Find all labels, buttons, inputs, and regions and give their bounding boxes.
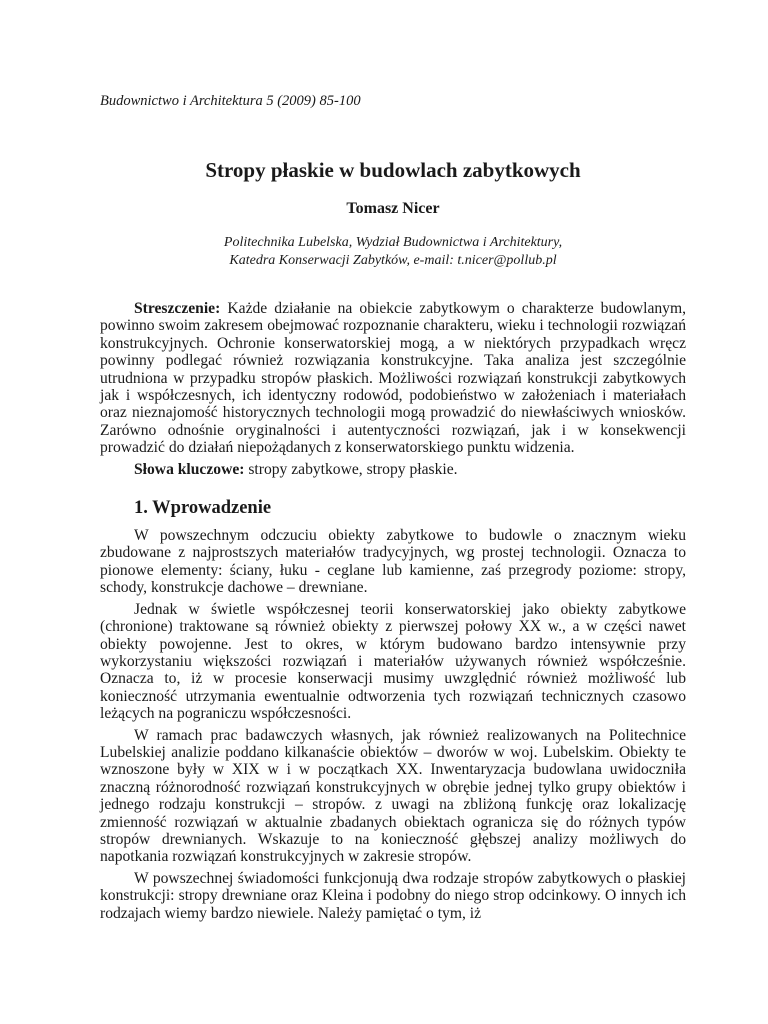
body-paragraph-1: W powszechnym odczuciu obiekty zabytkowe to budowle o znacznym wieku zbudowane z najprostszych materiałów tradycyjnych, wg prostej technologii. Oznacza to pionowe elementy: ściany, łuku - ceglane lub kamienne, zaś przegrody poziome: stropy, schody, konstrukcje dachowe – drewniane.	[100, 527, 686, 597]
abstract-label: Streszczenie:	[134, 300, 221, 317]
body-paragraph-2: Jednak w świetle współczesnej teorii konserwatorskiej jako obiekty zabytkowe (chronione) traktowane są również obiekty z pierwszej połowy XX w., a w części nawet obiekty powojenne. Jest to okres, w którym budowano bardzo intensywnie przy wykorzystaniu większości rozwiązań i materiałów używanych również współcześnie. Oznacza to, iż w procesie konserwacji musimy uwzględnić również możliwość lub konieczność utrzymania ewentualnie odtworzenia tych rozwiązań technicznych czasowo leżących na pograniczu współczesności.	[100, 600, 686, 723]
affiliation-line-2: Katedra Konserwacji Zabytków, e-mail: t.nicer@pollub.pl	[229, 252, 557, 268]
affiliation-line-1: Politechnika Lubelska, Wydział Budownictwa i Architektury,	[223, 235, 563, 250]
keywords	[100, 461, 686, 478]
abstract	[100, 300, 686, 457]
author-affiliation	[100, 234, 686, 269]
keywords-label: Słowa kluczowe:	[134, 460, 245, 478]
article-author: Tomasz Nicer	[346, 200, 440, 217]
journal-header: Budownictwo i Architektura 5 (2009) 85-100	[100, 93, 361, 109]
body-paragraph-3: W ramach prac badawczych własnych, jak również realizowanych na Politechnice Lubelskiej analizie poddano kilkanaście obiektów – dworów w woj. Lubelskim. Obiekty te wznoszone były w XIX w i w początkach XX. Inwentaryzacja budowlana uwidoczniła znaczną różnorodność rozwiązań konstrukcyjnych w obrębie jednej tylko grupy obiektów i jednego rodzaju konstrukcji – stropów. z uwagi na zbliżoną funkcję oraz lokalizację zmienność rozwiązań w aktualnie zbadanych obiektach ogranicza się do różnych typów stropów drewnianych. Wskazuje to na konieczność głębszej analizy możliwych do napotkania rozwiązań konstrukcyjnych w zakresie stropów.	[100, 726, 686, 866]
keywords-text: stropy zabytkowe, stropy płaskie.	[248, 460, 458, 478]
section-heading: 1. Wprowadzenie	[134, 498, 272, 519]
article-title: Stropy płaskie w budowlach zabytkowych	[205, 158, 581, 182]
abstract-text: Każde działanie na obiekcie zabytkowym o charakterze budowlanym, powinno swoim zakresem obejmować rozpoznanie charakteru, wieku i technologii rozwiązań konstrukcyjnych. Ochronie konserwatorskiej mogą, a w niektórych przypadkach wręcz powinny podlegać również rozwiązania konstrukcyjne. Taka analiza jest szczególnie utrudniona w przypadku stropów płaskich. Możliwości rozwiązań konstrukcji zabytkowych jak i współczesnych, ich identyczny rodowód, podobieństwo w założeniach i materiałach oraz nieznajomość historycznych technologii mogą prowadzić do niewłaściwych wniosków. Zarówno odnośnie oryginalności i autentyczności rozwiązań, jak i w konsekwencji prowadzić do działań niepożądanych z konserwatorskiego punktu widzenia.	[100, 300, 687, 457]
body-paragraph-4: W powszechnej świadomości funkcjonują dwa rodzaje stropów zabytkowych o płaskiej konstrukcji: stropy drewniane oraz Kleina i podobny do niego strop odcinkowy. O innych ich rodzajach wiemy bardzo niewiele. Należy pamiętać o tym, iż	[100, 869, 686, 922]
